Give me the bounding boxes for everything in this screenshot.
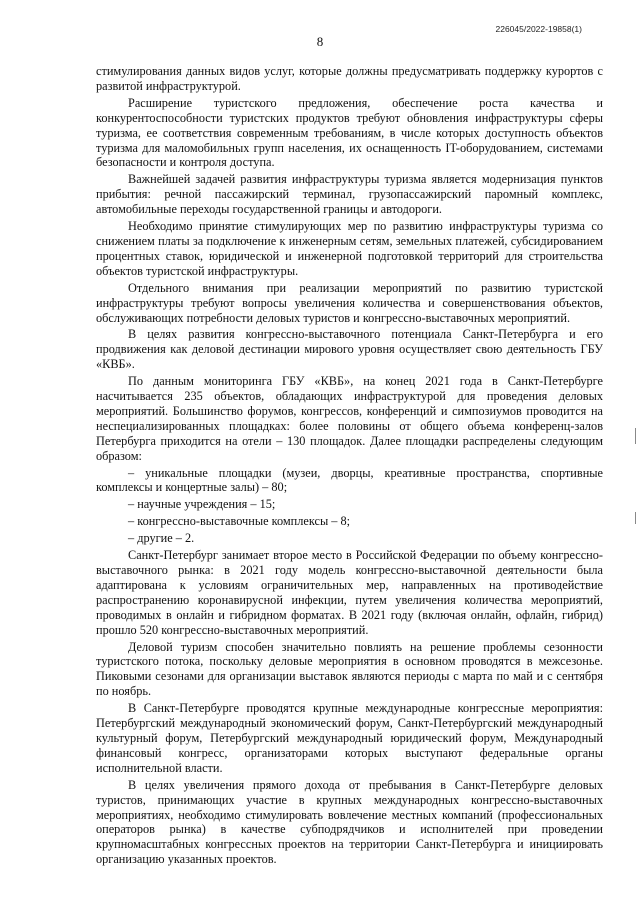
- page-number: 8: [316, 34, 324, 49]
- document-id: 226045/2022-19858(1): [495, 24, 582, 34]
- scan-margin-mark: [635, 428, 636, 444]
- scan-margin-mark: [635, 512, 636, 524]
- paragraph: стимулирования данных видов услуг, которые должны предусматривать поддержку курортов с развитой инфраструктурой.: [96, 64, 603, 93]
- paragraph: Санкт-Петербург занимает второе место в Российской Федерации по объему конгрессно-выставочного рынка: в 2021 году модель конгрессно-выставочной деятельности была адаптирована к условиям ограничительных мер, направленных на противодействие распространению коронавирусной инфекции, путем увеличения количества мероприятий, проводимых в онлайн и гибридном форматах. В 2021 году (включая онлайн, офлайн, гибрид) прошло 520 конгрессно-выставочных мероприятий.: [96, 548, 603, 637]
- list-item: – другие – 2.: [128, 531, 195, 546]
- paragraph: В Санкт-Петербурге проводятся крупные международные конгрессные мероприятия: Петербургский международный экономический форум, Санкт-Петербургский международный культурный форум, Петербургский международный юридический форум, Международный финансовый конгресс, организаторами которых выступают федеральные органы исполнительной власти.: [96, 701, 603, 775]
- paragraph: Необходимо принятие стимулирующих мер по развитию инфраструктуры туризма со снижением платы за подключение к инженерным сетям, земельных платежей, субсидированием процентных ставок, юридической и инженерной подготовкой территорий для строительства объектов туристской инфраструктуры.: [96, 219, 603, 278]
- paragraph: Важнейшей задачей развития инфраструктуры туризма является модернизация пунктов прибытия: речной пассажирский терминал, грузопассажирский паромный комплекс, автомобильные переходы государственной границы и автодороги.: [96, 172, 603, 217]
- paragraph: В целях развития конгрессно-выставочного потенциала Санкт-Петербурга и его продвижения как деловой дестинации мирового уровня осуществляет свою деятельность ГБУ «КВБ».: [96, 327, 603, 372]
- list-item: – научные учреждения – 15;: [128, 497, 276, 512]
- paragraph: Деловой туризм способен значительно повлиять на решение проблемы сезонности туристского потока, поскольку деловые мероприятия в основном проводятся в межсезонье. Пиковыми сезонами для организации выставок являются периоды с марта по май и с сентября по ноябрь.: [96, 639, 603, 699]
- list-item: – уникальные площадки (музеи, дворцы, креативные пространства, спортивные комплексы и концертные залы) – 80;: [96, 465, 603, 495]
- paragraph: По данным мониторинга ГБУ «КВБ», на конец 2021 года в Санкт-Петербурге насчитывается 235 объектов, обладающих инфраструктурой для проведения деловых мероприятий. Большинство форумов, конгрессов, конференций и симпозиумов проводится на неспециализированных площадках: более половины от общего объема конференц-залов Петербурга приходится на отели – 130 площадок. Далее площадки распределены следующим образом:: [96, 374, 603, 463]
- paragraph: Расширение туристского предложения, обеспечение роста качества и конкурентоспособности туристских продуктов требуют обновления инфраструктуры сферы туризма, ее соответствия современным требованиям, в числе которых доступность объектов туризма для маломобильных групп населения, их оснащенность IT-оборудованием, системами безопасности и контроля доступа.: [96, 95, 603, 170]
- paragraph: В целях увеличения прямого дохода от пребывания в Санкт-Петербурге деловых туристов, принимающих участие в крупных международных конгрессно-выставочных мероприятиях, необходимо стимулировать вовлечение местных компаний (профессиональных операторов рынка) в качестве субподрядчиков и исполнителей при проведении крупномасштабных конгрессных проектов на территории Санкт-Петербурга и инициировать организацию указанных проектов.: [96, 777, 603, 867]
- list-item: – конгрессно-выставочные комплексы – 8;: [128, 514, 351, 529]
- document-body: [96, 64, 603, 869]
- paragraph: Отдельного внимания при реализации мероприятий по развитию туристской инфраструктуры требуют вопросы увеличения количества и совершенствования объектов, обслуживающих потребности деловых туристов и конгрессно-выставочных мероприятий.: [96, 280, 603, 325]
